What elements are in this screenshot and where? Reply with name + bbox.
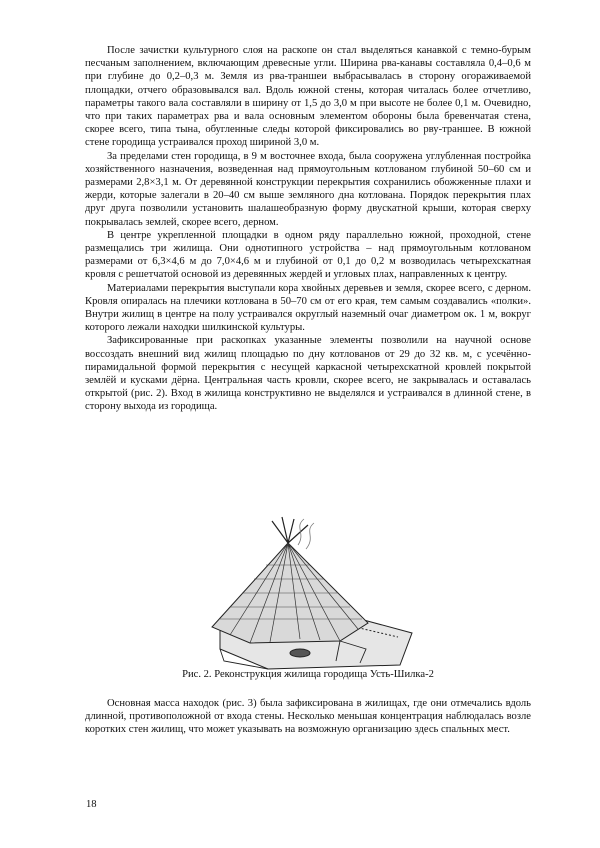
paragraph: Зафиксированные при раскопках указанные элементы позволили на научной основе воссоздать внешний вид жилищ площадью по дну котлованов от 29 до 32 кв. м, с усечённо-пирамидальной формой перекрытия с несущей каркасной четырехскатной кровлей покрытой землёй и кусками дёрна. Центральная часть кровли, скорее всего, не закрывалась и оставалась открытой (рис. 2). Вход в жилища конструктивно не выделялся и устраивался в длинной стене, в сторону выхода из городища. [85, 335, 531, 413]
paragraph: За пределами стен городища, в 9 м восточнее входа, была сооружена углубленная постройка хозяйственного назначения, возведенная над прямоугольным котлованом глубиной 50–60 см и размерами 2,8×3,1 м. От деревянной конструкции перекрытия сохранились обожженные плахи и жерди, которые залегали в 20–40 см выше земляного дна котлована. Порядок перекрытия плах друг друга позволили установить шалашеобразную форму двускатной крыши, которая сверху покрывалась землей, скорее всего, дерном. [85, 150, 531, 228]
hearth [290, 649, 310, 657]
paragraph: После зачистки культурного слоя на раскопе он стал выделяться канавкой с темно-бурым песчаным заполнением, включающим древесные угли. Ширина рва-канавы составляла 0,4–0,6 м при глубине до 0,2–0,3 м. Земля из рва-траншеи выбрасывалась в сторону огораживаемой площадки, отчего образовывался вал. Вдоль южной стены, которая читалась более отчетливо, параметры такого вала составляли в ширину от 1,5 до 3,0 м при высоте не более 0,1 м. Очевидно, что при таких параметрах рва и вала основным элементом обороны была бревенчатая стена, скорее всего, типа тына, обугленные следы которой фиксировались во рву-траншее. В южной стене городища устраивался проход шириной 3,0 м. [85, 45, 531, 149]
page-number: 18 [86, 799, 97, 810]
smoke [298, 519, 314, 549]
paragraph: В центре укрепленной площадки в одном ряду параллельно южной, проходной, стене размещались три жилища. Они однотипного устройства – над прямоугольным котлованом размерами от 6,3×4,6 м до 7,0×4,6 м и глубиной от 0,1 до 0,2 м возводилась четырехскатная кровля с решетчатой основой из деревянных жердей и угловых плах, направленных к центру. [85, 229, 531, 281]
body-text-top [85, 44, 531, 414]
paragraph: Материалами перекрытия выступали кора хвойных деревьев и земля, скорее всего, с дерном. Кровля опиралась на плечики котлована в 50–70 см от его края, тем самым создавались «полки». Внутри жилищ в центре на полу устраивался округлый наземный очаг диаметром ок. 1 м, вокруг которого лежали находки шилкинской культуры. [85, 282, 531, 334]
dwelling-reconstruction-figure [190, 515, 430, 670]
body-text-bottom [85, 697, 531, 737]
figure-caption: Рис. 2. Реконструкция жилища городища Усть-Шилка-2 [182, 669, 434, 680]
roof-poles [272, 517, 308, 543]
paragraph: Основная масса находок (рис. 3) была зафиксирована в жилищах, где они отмечались вдоль длинной, противоположной от входа стены. Несколько меньшая концентрация наблюдалась возле коротких стен жилищ, что может указывать на возможную организацию здесь спальных мест. [85, 698, 531, 736]
